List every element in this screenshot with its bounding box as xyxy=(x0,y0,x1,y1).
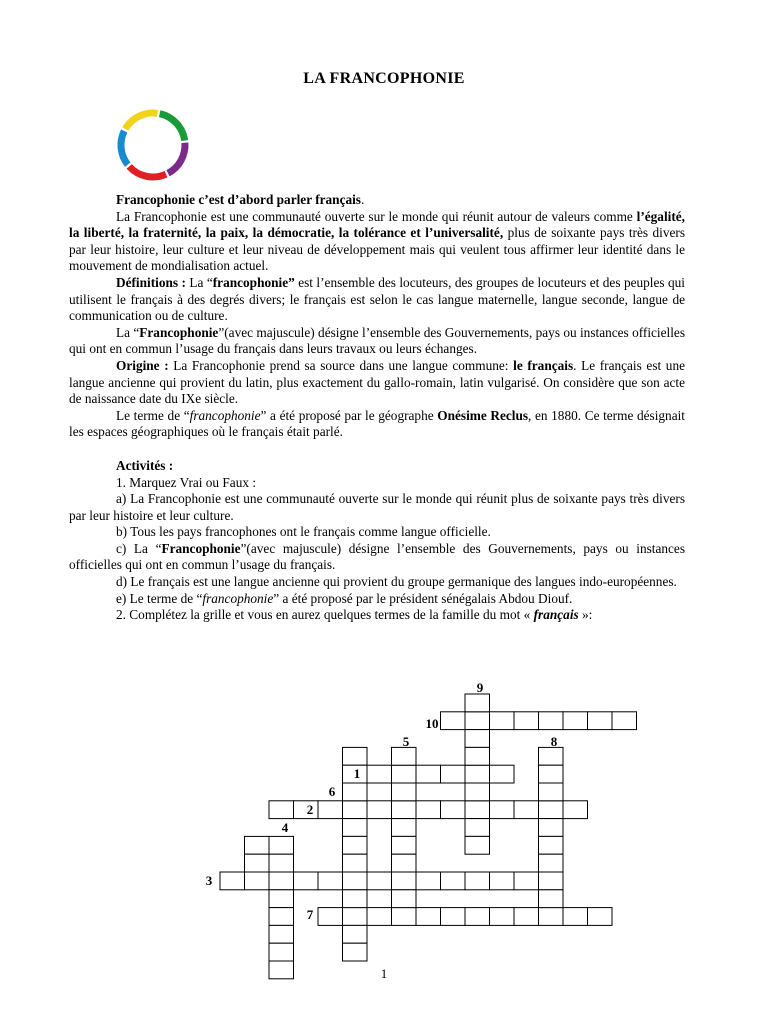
crossword-cell xyxy=(465,872,490,890)
crossword-cell xyxy=(343,747,368,765)
statement-e: e) Le terme de “francophonie” a été proposé par le président sénégalais Abdou Diouf. xyxy=(116,590,573,606)
crossword-cell xyxy=(392,747,417,765)
crossword-cell xyxy=(490,712,515,730)
crossword-cell xyxy=(416,801,441,819)
crossword-cell xyxy=(465,819,490,837)
crossword-cell xyxy=(343,819,368,837)
crossword-cell xyxy=(343,925,368,943)
crossword-cell xyxy=(343,836,368,854)
statement-c: c) La “Francophonie”(avec majuscule) désigne l’ensemble des Gouvernements, pays ou instances officielles qui ont en commun l’usage du français. xyxy=(69,540,685,573)
clue-number-8: 8 xyxy=(550,734,558,749)
intro-heading: Francophonie c’est d’abord parler français. xyxy=(116,192,365,207)
crossword-cell xyxy=(563,801,588,819)
page-title: LA FRANCOPHONIE xyxy=(303,70,465,87)
crossword-cell xyxy=(367,765,392,783)
crossword-cell xyxy=(343,908,368,926)
statement-b: b) Tous les pays francophones ont le français comme langue officielle. xyxy=(116,524,491,540)
crossword-cell xyxy=(539,783,564,801)
crossword-cell xyxy=(465,836,490,854)
crossword-cell xyxy=(490,801,515,819)
crossword-cell xyxy=(269,908,294,926)
crossword-cell xyxy=(465,783,490,801)
clue-number-5: 5 xyxy=(402,734,410,749)
crossword-cell xyxy=(343,872,368,890)
question-1: 1. Marquez Vrai ou Faux : xyxy=(116,474,257,490)
crossword-cell xyxy=(514,801,539,819)
crossword-cell xyxy=(367,872,392,890)
crossword-cell xyxy=(367,908,392,926)
crossword-cell xyxy=(465,801,490,819)
definitions-paragraph: Définitions : La “francophonie” est l’ensemble des locuteurs, des groupes de locuteurs et des peuples qui utilisent le français à des degrés divers; le français est selon le cas langue maternelle, langue seconde, langue de communication ou de culture. xyxy=(69,274,685,324)
statement-a: a) La Francophonie est une communauté ouverte sur le monde qui réunit plus de soixante pays très divers par leur histoire et leur culture. xyxy=(69,491,685,523)
crossword-cell xyxy=(465,908,490,926)
crossword-cell xyxy=(220,872,245,890)
crossword-cell xyxy=(490,765,515,783)
crossword-cell xyxy=(294,801,319,819)
clue-number-1: 1 xyxy=(353,766,361,781)
clue-number-6: 6 xyxy=(328,784,336,799)
crossword-cell xyxy=(343,783,368,801)
crossword-cell xyxy=(392,801,417,819)
crossword-cell xyxy=(539,872,564,890)
clue-number-4: 4 xyxy=(281,820,289,835)
crossword-cell xyxy=(392,819,417,837)
crossword-cell xyxy=(416,908,441,926)
clue-number-10: 10 xyxy=(425,716,439,731)
definitions-paragraph-2: La “Francophonie”(avec majuscule) désigne l’ensemble des Gouvernements, pays ou instances officielles qui ont en commun l’usage du français dans leurs travaux ou leurs échanges. xyxy=(69,324,685,357)
crossword-cell xyxy=(514,872,539,890)
crossword-cell xyxy=(441,908,466,926)
crossword-cell xyxy=(269,872,294,890)
crossword-cell xyxy=(563,908,588,926)
crossword-cell xyxy=(539,890,564,908)
crossword-cell xyxy=(539,712,564,730)
crossword-cell xyxy=(441,872,466,890)
crossword-cell xyxy=(392,854,417,872)
origine-paragraph: Origine : La Francophonie prend sa source dans une langue commune: le français. Le français est une langue ancienne qui provient du latin, plus exactement du gallo-romain, latin vulgarisé. On considère que son acte de naissance date du IXe siècle. xyxy=(69,357,685,407)
crossword-cell xyxy=(465,712,490,730)
crossword-cell xyxy=(392,872,417,890)
intro-paragraph: La Francophonie est une communauté ouverte sur le monde qui réunit autour de valeurs comme l’égalité, la liberté, la fraternité, la paix, la démocratie, la tolérance et l’universalité, plus de soixante pays très divers par leur histoire, leur culture et leur niveau de développement mais qui veulent tous affirmer leur identité dans le mouvement de mondialisation actuel. xyxy=(69,208,685,274)
crossword-cell xyxy=(416,765,441,783)
crossword-cell xyxy=(539,801,564,819)
crossword-cell xyxy=(318,801,343,819)
crossword-cell xyxy=(343,854,368,872)
crossword-cell xyxy=(392,836,417,854)
crossword-cell xyxy=(539,854,564,872)
crossword-cell xyxy=(269,801,294,819)
crossword-cell xyxy=(465,730,490,748)
crossword-cell xyxy=(490,908,515,926)
crossword-cell xyxy=(441,712,466,730)
crossword-cell xyxy=(539,836,564,854)
crossword-cell xyxy=(539,819,564,837)
crossword-cell xyxy=(539,747,564,765)
crossword-cell xyxy=(392,765,417,783)
crossword-cell xyxy=(269,925,294,943)
crossword-cell xyxy=(465,694,490,712)
crossword-cell xyxy=(416,872,441,890)
crossword-cell xyxy=(343,890,368,908)
crossword-cell xyxy=(514,712,539,730)
crossword-cell xyxy=(318,872,343,890)
crossword-cell xyxy=(441,765,466,783)
crossword-cell xyxy=(392,908,417,926)
clue-number-2: 2 xyxy=(306,802,314,817)
crossword-cell xyxy=(269,854,294,872)
crossword-cell xyxy=(539,908,564,926)
crossword-cell xyxy=(269,943,294,961)
crossword-cell xyxy=(539,765,564,783)
crossword-cell xyxy=(588,712,613,730)
crossword-cell xyxy=(465,765,490,783)
crossword-cell xyxy=(612,712,637,730)
crossword-cell xyxy=(367,801,392,819)
clue-number-3: 3 xyxy=(205,873,213,888)
crossword-cell xyxy=(588,908,613,926)
activites-heading: Activités : xyxy=(116,457,174,473)
crossword-cell xyxy=(245,836,270,854)
crossword-cell xyxy=(514,908,539,926)
crossword-cell xyxy=(245,872,270,890)
crossword-cell xyxy=(245,854,270,872)
crossword-cell xyxy=(343,801,368,819)
crossword-cell xyxy=(441,801,466,819)
crossword-cell xyxy=(294,872,319,890)
crossword-cell xyxy=(465,747,490,765)
question-2: 2. Complétez la grille et vous en aurez quelques termes de la famille du mot « français »: xyxy=(116,607,593,623)
crossword-cell xyxy=(318,908,343,926)
crossword-cell xyxy=(269,890,294,908)
crossword-cell xyxy=(392,783,417,801)
crossword-cell xyxy=(490,872,515,890)
crossword-cell xyxy=(343,943,368,961)
origine-paragraph-2: Le terme de “francophonie” a été proposé par le géographe Onésime Reclus, en 1880. Ce terme désignait les espaces géographiques où le français était parlé. xyxy=(69,407,685,440)
page-number: 1 xyxy=(380,966,388,981)
clue-number-7: 7 xyxy=(306,907,314,922)
crossword-cell xyxy=(269,836,294,854)
crossword-cell xyxy=(563,712,588,730)
clue-number-9: 9 xyxy=(476,680,484,695)
crossword-cell xyxy=(392,890,417,908)
statement-d: d) Le français est une langue ancienne qui provient du groupe germanique des langues indo-européennes. xyxy=(116,574,677,590)
